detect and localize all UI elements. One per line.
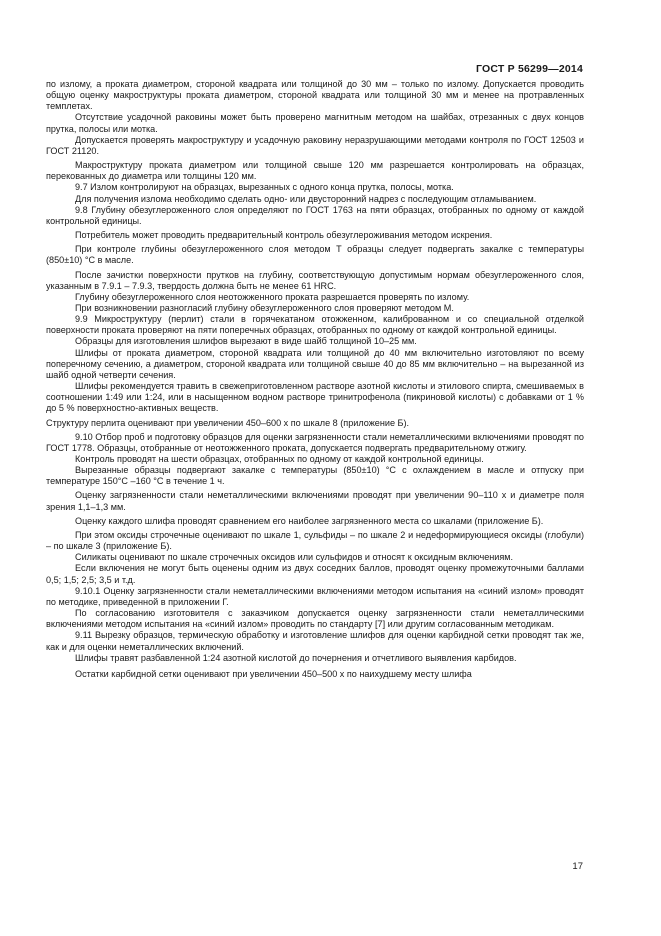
paragraph: При этом оксиды строчечные оценивают по шкале 1, сульфиды – по шкале 2 и недеформирующиеся оксиды (глобули) – по шкале 3 (приложение Б).	[46, 529, 584, 552]
paragraph: 9.9 Микроструктуру (перлит) стали в горячекатаном отожженном, калиброванном и со специальной отделкой поверхности проката проверяют на пяти поперечных образцах, отобранных по одному от каждой контрольной единицы.	[46, 314, 584, 336]
paragraph: Структуру перлита оценивают при увеличении 450–600 х по шкале 8 (приложение Б).	[46, 417, 410, 428]
paragraph: Вырезанные образцы подвергают закалке с температуры (850±10) °С с охлаждением в масле и отпуску при температуре 150°С –160 °С в течение 1 ч.	[46, 465, 584, 487]
paragraph: Потребитель может проводить предварительный контроль обезуглероживания методом искрения.	[75, 230, 493, 241]
paragraph: Макроструктуру проката диаметром или толщиной свыше 120 мм разрешается контролировать на образцах, перекованных до диаметра или толщины 120 мм.	[46, 160, 584, 182]
paragraph: Отсутствие усадочной раковины может быть проверено магнитным методом на шайбах, отрезанных с двух концов прутка, полосы или мотка.	[46, 112, 584, 134]
paragraph: Для получения излома необходимо сделать одно- или двусторонний надрез с последующим отламыванием.	[75, 193, 537, 204]
paragraph: 9.10 Отбор проб и подготовку образцов для оценки загрязненности стали неметаллическими включениями проводят по ГОСТ 1778. Образцы, отобранные от неотожженного проката, допускается подвергать предварительному отжигу.	[46, 431, 584, 453]
paragraph: по излому, а проката диаметром, стороной квадрата или толщиной до 30 мм – только по излому. Допускается проводить общую оценку макроструктуры проката диаметром, стороной квадрата или толщиной 30 мм и менее на протравленных темплетах.	[46, 79, 584, 112]
paragraph: При контроле глубины обезуглероженного слоя методом Т образцы следует подвергать закалке с температуры (850±10) °С в масле.	[46, 244, 584, 266]
paragraph: Шлифы травят разбавленной 1:24 азотной кислотой до почернения и отчетливого выявления карбидов.	[75, 652, 517, 663]
paragraph: 9.8 Глубину обезуглероженного слоя определяют по ГОСТ 1763 на пяти образцах, отобранных по одному от каждой контрольной единицы.	[46, 204, 584, 226]
paragraph: Силикаты оценивают по шкале строчечных оксидов или сульфидов и относят к оксидным включениям.	[75, 552, 514, 563]
paragraph: Шлифы рекомендуется травить в свежеприготовленном растворе азотной кислоты и этилового спирта, смешиваемых в соотношении 1:49 или 1:24, или в насыщенном водном растворе тринитрофенола (пикриновой кислоты) с добавками от 1 % до 5 % поверхностно-активных веществ.	[46, 381, 584, 414]
paragraph: Глубину обезуглероженного слоя неотожженного проката разрешается проверять по излому.	[75, 291, 470, 302]
paragraph: Контроль проводят на шести образцах, отобранных по одному от каждой контрольной единицы.	[75, 454, 484, 464]
paragraph: Остатки карбидной сетки оценивают при увеличении 450–500 х по наихудшему месту шлифа	[75, 668, 472, 679]
paragraph: По согласованию изготовителя с заказчиком допускается оценку загрязненности стали неметаллическими включениями методом испытания на «синий излом» проводить по стандарту [7] или другим согласованным методикам.	[46, 608, 584, 630]
paragraph: Если включения не могут быть оценены одним из двух соседних баллов, проводят оценку промежуточными баллами 0,5; 1,5; 2,5; 3,5 и т.д.	[46, 563, 584, 585]
paragraph: При возникновении разногласий глубину обезуглероженного слоя проверяют методом М.	[75, 302, 454, 313]
paragraph: После зачистки поверхности прутков на глубину, соответствующую допустимым нормам обезуглероженного слоя, указанным в 7.9.1 – 7.9.3, твердость должна быть не менее 61 HRC.	[46, 269, 584, 291]
paragraph: 9.7 Излом контролируют на образцах, вырезанных с одного конца прутка, полосы, мотка.	[75, 182, 454, 193]
document-body	[46, 79, 584, 680]
paragraph: Шлифы от проката диаметром, стороной квадрата или толщиной до 40 мм включительно изготовляют по всему поперечному сечению, а диаметром, стороной квадрата или толщиной свыше 40 до 85 мм включительно – на вырезанной из шайб одной четверти сечения.	[46, 347, 584, 380]
paragraph: 9.10.1 Оценку загрязненности стали неметаллическими включениями методом испытания на «синий излом» проводят по методике, приведенной в приложении Г.	[46, 585, 584, 607]
page-number: 17	[572, 861, 583, 872]
paragraph: Оценку загрязненности стали неметаллическими включениями проводят при увеличении 90–110 х и диаметре поля зрения 1,1–1,3 мм.	[46, 490, 584, 512]
paragraph: Образцы для изготовления шлифов вырезают в виде шайб толщиной 10–25 мм.	[75, 336, 417, 347]
paragraph: 9.11 Вырезку образцов, термическую обработку и изготовление шлифов для оценки карбидной сетки проводят так же, как и для оценки неметаллических включений.	[46, 630, 584, 652]
document-code: ГОСТ Р 56299—2014	[475, 63, 583, 75]
paragraph: Допускается проверять макроструктуру и усадочную раковину неразрушающими методами контроля по ГОСТ 12503 и ГОСТ 21120.	[46, 134, 584, 156]
paragraph: Оценку каждого шлифа проводят сравнением его наиболее загрязненного места со шкалами (приложение Б).	[75, 515, 544, 526]
